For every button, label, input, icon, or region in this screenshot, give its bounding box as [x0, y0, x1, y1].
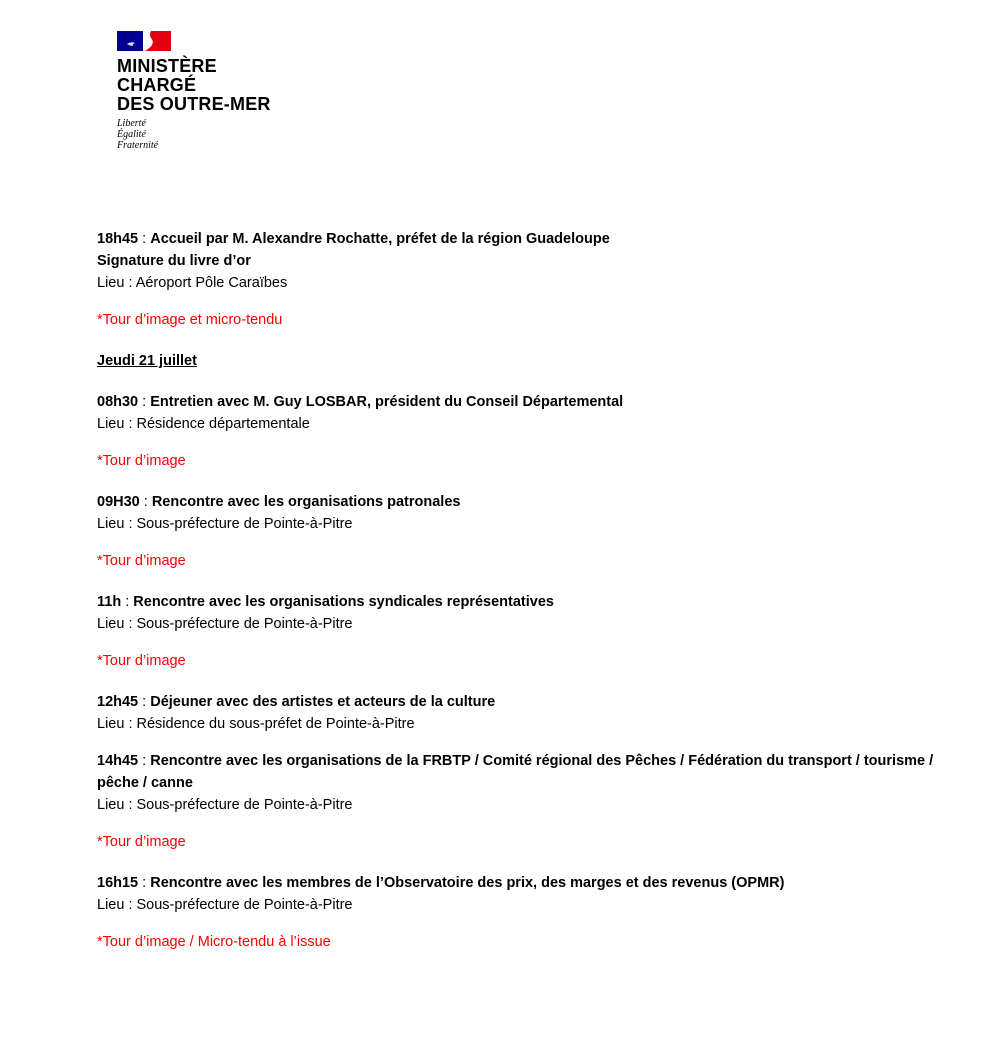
entry-location: Lieu : Sous-préfecture de Pointe-à-Pitre [97, 616, 353, 632]
press-note: *Tour d’image [97, 653, 186, 669]
agenda-entry [97, 750, 937, 816]
entry-title: Rencontre avec les organisations syndicales représentatives [133, 594, 554, 610]
entry-title: Rencontre avec les organisations patronales [151, 494, 461, 510]
press-note: *Tour d’image / Micro-tendu à l’issue [97, 934, 331, 950]
press-note: *Tour d’image [97, 553, 186, 569]
motto-line: Égalité [117, 129, 146, 140]
agenda-entry [97, 872, 937, 916]
entry-time: 08h30 [97, 394, 139, 410]
entry-title: Déjeuner avec des artistes et acteurs de la culture [150, 694, 496, 710]
entry-title-line [97, 491, 937, 513]
time-separator: : [138, 875, 151, 891]
agenda-entry [97, 391, 937, 435]
entry-title: Accueil par M. Alexandre Rochatte, préfet de la région Guadeloupe [150, 231, 610, 247]
time-separator: : [138, 753, 151, 769]
entry-time: 09H30 [97, 494, 140, 510]
agenda-entry [97, 591, 937, 635]
entry-title-line [97, 691, 937, 713]
entry-title: Entretien avec M. Guy LOSBAR, président du Conseil Départemental [150, 394, 624, 410]
entry-title: Rencontre avec les membres de l’Observatoire des prix, des marges et des revenus (OPMR) [150, 875, 785, 891]
entry-title-line [97, 591, 937, 613]
entry-title: Rencontre avec les organisations de la FRBTP / Comité régional des Pêches / Fédération du transport / tourisme / pêche / canne [97, 753, 934, 791]
entry-location: Lieu : Sous-préfecture de Pointe-à-Pitre [97, 797, 353, 813]
entry-time: 12h45 [97, 694, 139, 710]
entry-location: Lieu : Sous-préfecture de Pointe-à-Pitre [97, 897, 353, 913]
press-note: *Tour d’image et micro-tendu [97, 312, 283, 328]
ministry-name [117, 57, 317, 114]
entry-title-line [97, 391, 937, 413]
press-note: *Tour d’image [97, 453, 186, 469]
ministry-logo [117, 31, 317, 151]
time-separator: : [138, 694, 151, 710]
entry-time: 18h45 [97, 231, 139, 247]
entry-location: Lieu : Aéroport Pôle Caraïbes [97, 275, 288, 291]
entry-time: 14h45 [97, 753, 139, 769]
time-separator: : [138, 231, 151, 247]
day-heading: Jeudi 21 juillet [97, 353, 197, 369]
entry-title-line [97, 228, 937, 250]
agenda-entry [97, 691, 937, 735]
entry-time: 16h15 [97, 875, 139, 891]
ministry-line: CHARGÉ [117, 75, 197, 95]
ministry-line: DES OUTRE-MER [117, 94, 271, 114]
agenda [97, 228, 937, 972]
french-flag-marianne-icon [117, 31, 171, 51]
motto-line: Liberté [117, 118, 146, 129]
entry-subtitle: Signature du livre d’or [97, 253, 251, 269]
agenda-entries [97, 391, 937, 953]
entry-location: Lieu : Résidence départementale [97, 416, 310, 432]
motto-line: Fraternité [117, 140, 159, 151]
ministry-line: MINISTÈRE [117, 56, 217, 76]
time-separator: : [121, 594, 134, 610]
time-separator: : [138, 394, 151, 410]
entry-location: Lieu : Sous-préfecture de Pointe-à-Pitre [97, 516, 353, 532]
entry-time: 11h [97, 594, 122, 610]
entry-title-line [97, 750, 937, 794]
entry-title-line [97, 872, 937, 894]
republic-motto [117, 118, 317, 151]
agenda-entry [97, 228, 937, 294]
time-separator: : [139, 494, 152, 510]
press-note: *Tour d’image [97, 834, 186, 850]
agenda-entry [97, 491, 937, 535]
entry-location: Lieu : Résidence du sous-préfet de Pointe-à-Pitre [97, 716, 415, 732]
